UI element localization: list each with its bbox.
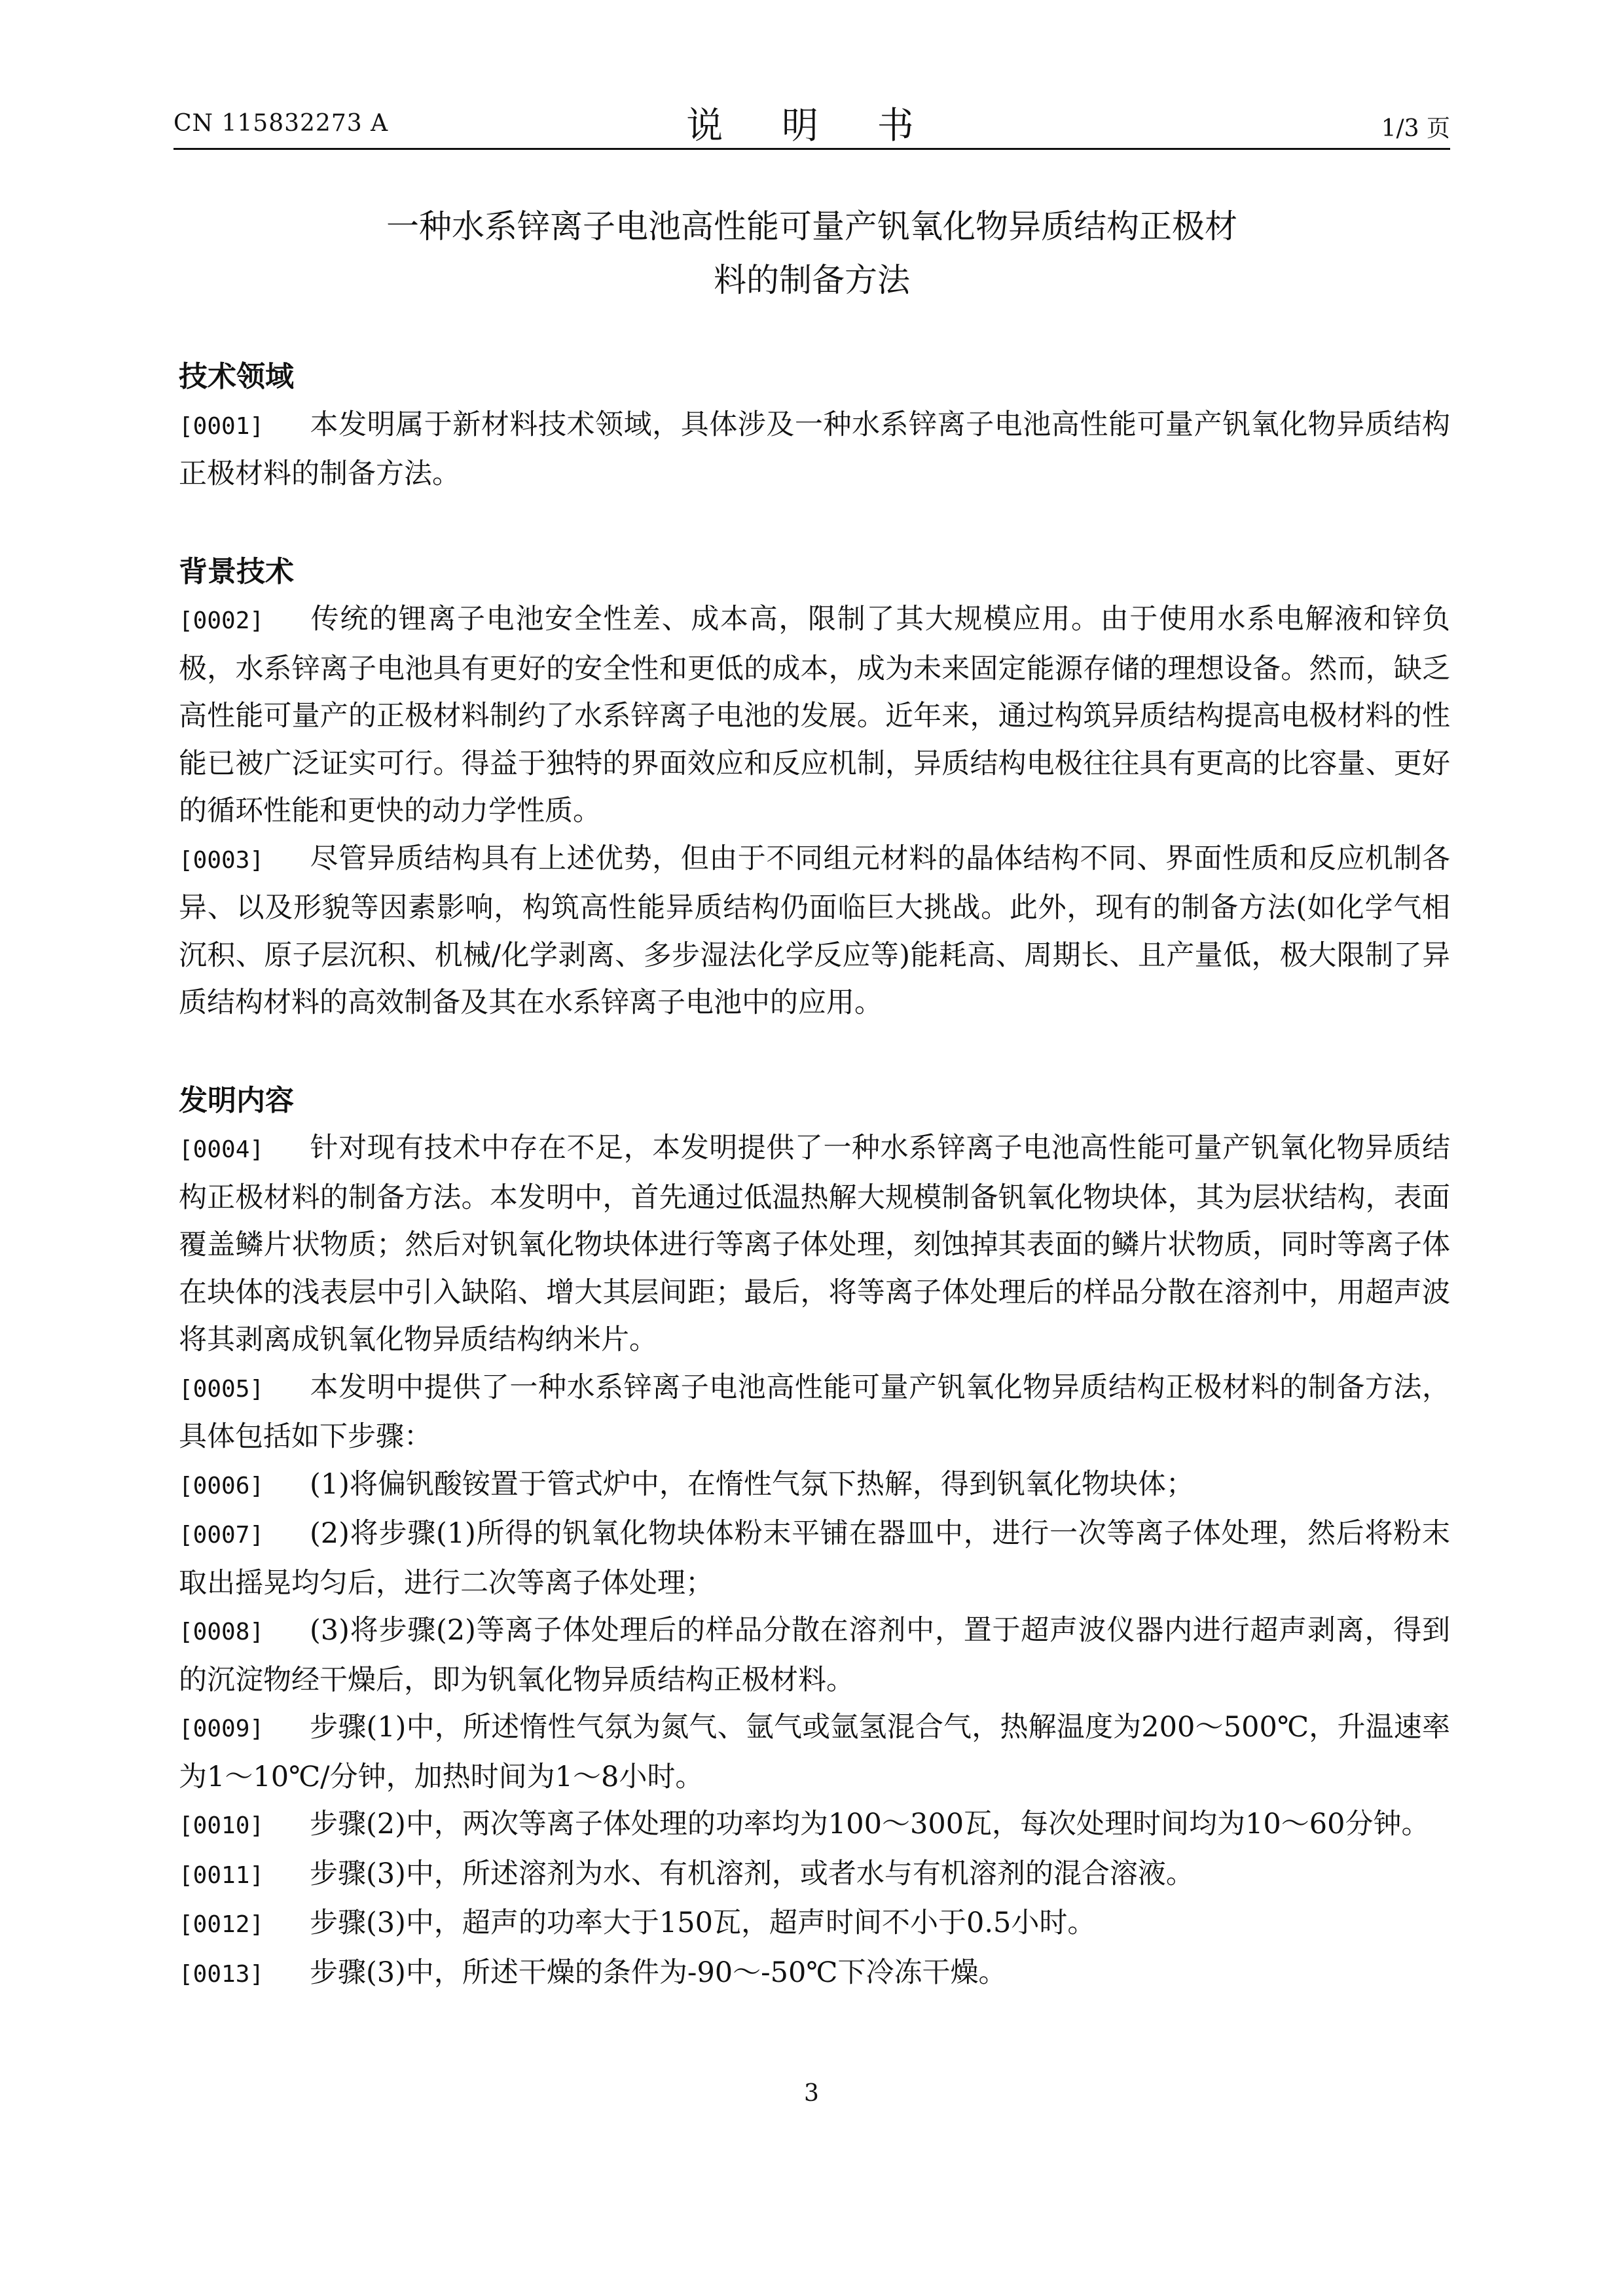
paragraph-text: (3)将步骤(2)等离子体处理后的样品分散在溶剂中，置于超声波仪器内进行超声剥离，得到的沉淀物经干燥后，即为钒氧化物异质结构正极材料。 — [179, 1614, 1450, 1696]
document-body — [179, 353, 1450, 1998]
paragraph-number: [0005] — [179, 1375, 264, 1403]
document-number: CN 115832273 A — [173, 110, 389, 137]
paragraph — [179, 1364, 1450, 1461]
paragraph-number: [0013] — [179, 1960, 264, 1988]
section-background — [179, 548, 1450, 1027]
page-indicator: 1/3 页 — [1381, 115, 1450, 142]
section-heading: 技术领域 — [179, 360, 294, 393]
page-header — [173, 97, 1450, 149]
paragraph-text: 步骤(3)中，所述干燥的条件为-90～-50℃下冷冻干燥。 — [310, 1956, 1007, 1989]
paragraph-text: 针对现有技术中存在不足，本发明提供了一种水系锌离子电池高性能可量产钒氧化物异质结构正极材料的制备方法。本发明中，首先通过低温热解大规模制备钒氧化物块体，其为层状结构，表面覆盖鳞片状物质；然后对钒氧化物块体进行等离子体处理，刻蚀掉其表面的鳞片状物质，同时等离子体在块体的浅表层中引入缺陷、增大其层间距；最后，将等离子体处理后的样品分散在溶剂中，用超声波将其剥离成钒氧化物异质结构纳米片。 — [179, 1132, 1450, 1356]
paragraph-number: [0012] — [179, 1911, 264, 1938]
paragraph — [179, 1801, 1450, 1850]
paragraph-number: [0008] — [179, 1619, 264, 1645]
paragraph-text: 尽管异质结构具有上述优势，但由于不同组元材料的晶体结构不同、界面性质和反应机制各异、以及形貌等因素影响，构筑高性能异质结构仍面临巨大挑战。此外，现有的制备方法(如化学气相沉积、原子层沉积、机械/化学剥离、多步湿法化学反应等)能耗高、周期长、且产量低，极大限制了异质结构材料的高效制备及其在水系锌离子电池中的应用。 — [179, 842, 1450, 1019]
paragraph — [179, 401, 1450, 498]
document-title — [173, 200, 1450, 307]
header-divider — [173, 148, 1450, 150]
paragraph — [179, 1124, 1450, 1364]
title-line-1: 一种水系锌离子电池高性能可量产钒氧化物异质结构正极材 — [386, 207, 1237, 245]
paragraph — [179, 1607, 1450, 1704]
paragraph-number: [0007] — [179, 1522, 264, 1549]
paragraph-text: 步骤(3)中，超声的功率大于150瓦，超声时间不小于0.5小时。 — [310, 1907, 1096, 1939]
paragraph-number: [0001] — [179, 412, 264, 440]
paragraph-text: 步骤(2)中，两次等离子体处理的功率均为100～300瓦，每次处理时间均为10～60分钟。 — [310, 1808, 1430, 1840]
section-heading: 发明内容 — [179, 1083, 294, 1117]
paragraph — [179, 596, 1450, 835]
paragraph — [179, 1704, 1450, 1801]
paragraph-number: [0009] — [179, 1715, 264, 1742]
paragraph-number: [0011] — [179, 1861, 264, 1889]
paragraph — [179, 1461, 1450, 1511]
title-line-2: 料的制备方法 — [714, 261, 910, 299]
paragraph-text: 本发明属于新材料技术领域，具体涉及一种水系锌离子电池高性能可量产钒氧化物异质结构正极材料的制备方法。 — [179, 408, 1450, 490]
paragraph — [179, 1949, 1450, 1999]
section-invention-content — [179, 1077, 1450, 1999]
paragraph-text: 传统的锂离子电池安全性差、成本高，限制了其大规模应用。由于使用水系电解液和锌负极，水系锌离子电池具有更好的安全性和更低的成本，成为未来固定能源存储的理想设备。然而，缺乏高性能可量产的正极材料制约了水系锌离子电池的发展。近年来，通过构筑异质结构提高电极材料的性能已被广泛证实可行。得益于独特的界面效应和反应机制，异质结构电极往往具有更高的比容量、更好的循环性能和更快的动力学性质。 — [179, 603, 1450, 827]
header-title: 说 明 书 — [686, 105, 938, 147]
paragraph-text: (1)将偏钒酸铵置于管式炉中，在惰性气氛下热解，得到钒氧化物块体； — [310, 1467, 1194, 1501]
page-number: 3 — [804, 2080, 819, 2107]
paragraph-number: [0010] — [179, 1812, 264, 1839]
paragraph-text: 步骤(3)中，所述溶剂为水、有机溶剂，或者水与有机溶剂的混合溶液。 — [310, 1857, 1194, 1890]
paragraph-text: (2)将步骤(1)所得的钒氧化物块体粉末平铺在器皿中，进行一次等离子体处理，然后将粉末取出摇晃均匀后，进行二次等离子体处理； — [179, 1517, 1450, 1600]
paragraph-text: 本发明中提供了一种水系锌离子电池高性能可量产钒氧化物异质结构正极材料的制备方法，具体包括如下步骤： — [179, 1371, 1450, 1453]
paragraph — [179, 835, 1450, 1027]
paragraph-number: [0006] — [179, 1472, 264, 1499]
paragraph-number: [0004] — [179, 1136, 264, 1163]
paragraph-number: [0002] — [179, 607, 264, 634]
paragraph-text: 步骤(1)中，所述惰性气氛为氮气、氩气或氩氢混合气，热解温度为200～500℃，升温速率为1～10℃/分钟，加热时间为1～8小时。 — [179, 1711, 1450, 1793]
paragraph — [179, 1510, 1450, 1607]
paragraph-number: [0003] — [179, 846, 264, 874]
paragraph — [179, 1850, 1450, 1900]
paragraph — [179, 1899, 1450, 1949]
section-technical-field — [179, 353, 1450, 498]
section-heading: 背景技术 — [179, 554, 294, 588]
